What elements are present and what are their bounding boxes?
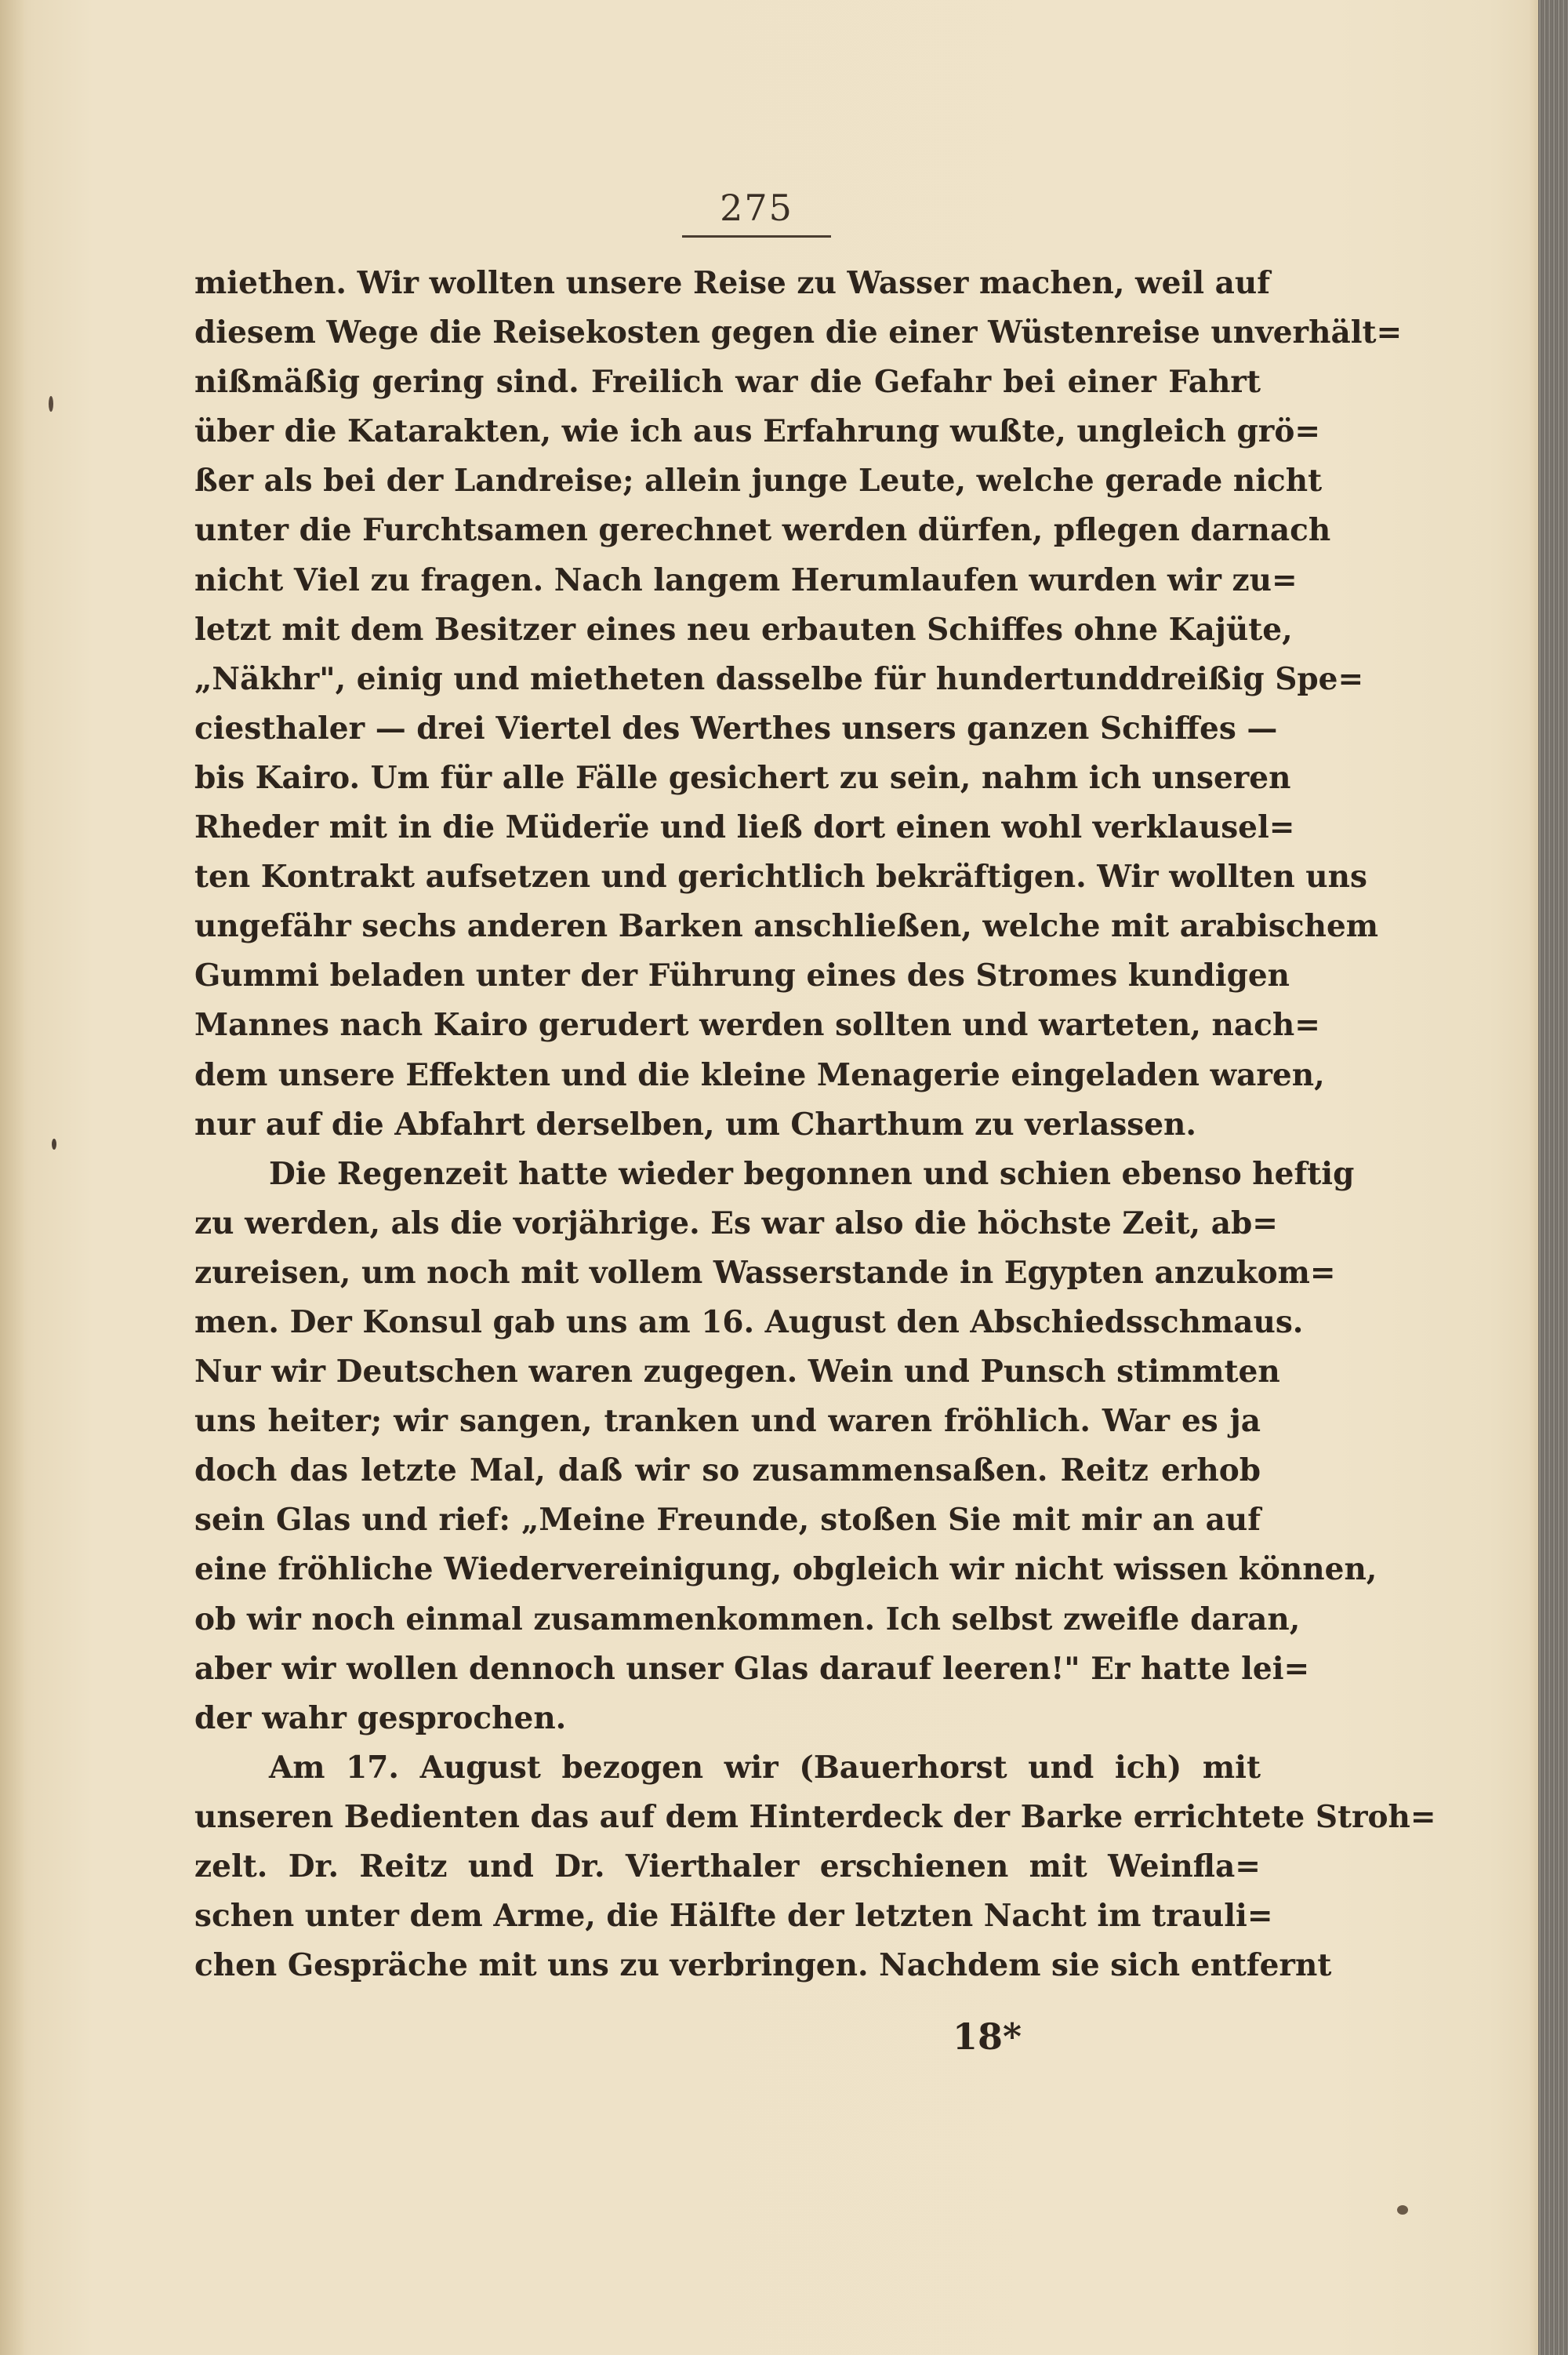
- paper-spot: [1397, 2205, 1408, 2215]
- text-line: ungefähr sechs anderen Barken anschließen, welche mit arabischem: [194, 908, 1379, 945]
- text-line: miethen. Wir wollten unsere Reise zu Wasser machen, weil auf: [194, 265, 1270, 301]
- text-line: nicht Viel zu fragen. Nach langem Herumlaufen wurden wir zu=: [194, 561, 1298, 598]
- book-gutter: [0, 0, 24, 2355]
- text-line: unseren Bedienten das auf dem Hinterdeck der Barke errichtete Stroh=: [194, 1798, 1436, 1835]
- text-line: bis Kairo. Um für alle Fälle gesichert zu sein, nahm ich unseren: [194, 759, 1291, 796]
- text-line: Nur wir Deutschen waren zugegen. Wein und Punsch stimmten: [194, 1354, 1280, 1390]
- text-line: aber wir wollen dennoch unser Glas darauf leeren!" Er hatte lei=: [194, 1650, 1310, 1687]
- text-line: sein Glas und rief: „Meine Freunde, stoßen Sie mit mir an auf: [194, 1502, 1261, 1539]
- text-line: Gummi beladen unter der Führung eines des Stromes kundigen: [194, 958, 1290, 994]
- text-line: ten Kontrakt aufsetzen und gerichtlich bekräftigen. Wir wollten uns: [194, 859, 1367, 896]
- text-line: zu werden, als die vorjährige. Es war also die höchste Zeit, ab=: [194, 1205, 1278, 1241]
- text-line: dem unsere Effekten und die kleine Menagerie eingeladen waren,: [194, 1056, 1325, 1093]
- text-line: eine fröhliche Wiedervereinigung, obgleich wir nicht wissen können,: [194, 1551, 1377, 1588]
- text-line: ßer als bei der Landreise; allein junge Leute, welche gerade nicht: [194, 463, 1323, 500]
- text-line: uns heiter; wir sangen, tranken und waren fröhlich. War es ja: [194, 1403, 1261, 1440]
- text-line: letzt mit dem Besitzer eines neu erbauten Schiffes ohne Kajüte,: [194, 611, 1293, 648]
- text-line: unter die Furchtsamen gerechnet werden dürfen, pflegen darnach: [194, 512, 1331, 549]
- text-line: der wahr gesprochen.: [194, 1699, 567, 1736]
- text-line: chen Gespräche mit uns zu verbringen. Nachdem sie sich entfernt: [194, 1947, 1332, 1984]
- book-page-edge: [1538, 0, 1568, 2355]
- text-line: schen unter dem Arme, die Hälfte der letzten Nacht im trauli=: [194, 1898, 1273, 1935]
- printer-signature: 18*: [953, 2015, 1022, 2058]
- page-number: 275: [682, 187, 831, 238]
- text-line: Rheder mit in die Müderïe und ließ dort einen wohl verklausel=: [194, 809, 1295, 846]
- paper-spot: [52, 1139, 56, 1150]
- text-line: ob wir noch einmal zusammenkommen. Ich selbst zweifle daran,: [194, 1601, 1301, 1637]
- text-line: zureisen, um noch mit vollem Wasserstande in Egypten anzukom=: [194, 1254, 1336, 1291]
- text-line: Die Regenzeit hatte wieder begonnen und schien ebenso heftig: [269, 1155, 1355, 1192]
- page-header: [0, 187, 1513, 238]
- text-line: nur auf die Abfahrt derselben, um Charthum zu verlassen.: [194, 1106, 1196, 1143]
- text-line: doch das letzte Mal, daß wir so zusammensaßen. Reitz erhob: [194, 1452, 1261, 1489]
- text-line: Am 17. August bezogen wir (Bauerhorst und ich) mit: [269, 1749, 1261, 1786]
- body-text: [194, 259, 1436, 1990]
- text-line: nißmäßig gering sind. Freilich war die Gefahr bei einer Fahrt: [194, 364, 1261, 401]
- text-line: über die Katarakten, wie ich aus Erfahrung wußte, ungleich grö=: [194, 413, 1321, 450]
- text-line: diesem Wege die Reisekosten gegen die einer Wüstenreise unverhält=: [194, 314, 1403, 351]
- text-line: „Näkhr", einig und mietheten dasselbe für hundertunddreißig Spe=: [194, 660, 1364, 697]
- text-line: Mannes nach Kairo gerudert werden sollten und warteten, nach=: [194, 1007, 1320, 1044]
- text-line: ciesthaler — drei Viertel des Werthes unsers ganzen Schiffes —: [194, 710, 1278, 747]
- paper-spot: [49, 396, 53, 412]
- text-line: men. Der Konsul gab uns am 16. August den Abschiedsschmaus.: [194, 1303, 1304, 1340]
- text-line: zelt. Dr. Reitz und Dr. Vierthaler erschienen mit Weinfla=: [194, 1848, 1261, 1884]
